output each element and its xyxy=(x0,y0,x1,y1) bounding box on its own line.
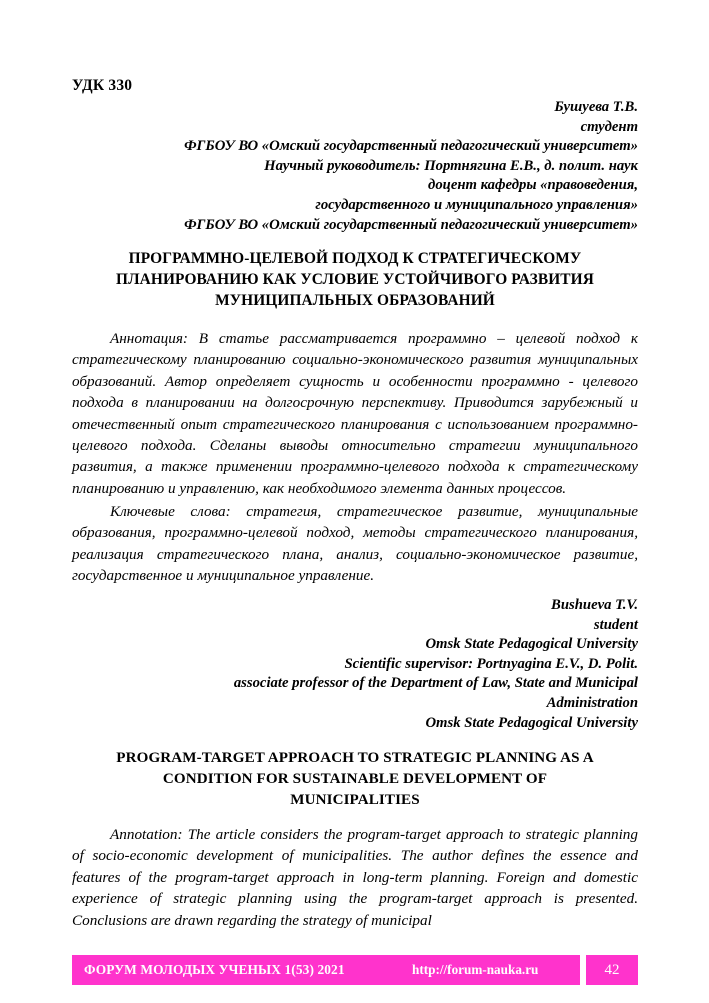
keywords-ru: Ключевые слова: стратегия, стратегическое развитие, муниципальные образования, программно-целевой подход, методы стратегического планирования, реализация стратегического плана, анализ, социально-экономическое развитие, государственное и муниципальное управление. xyxy=(72,503,638,585)
page-number: 42 xyxy=(586,955,638,985)
author-role-en: student xyxy=(593,616,638,633)
article-title-en-line-2: CONDITION FOR SUSTAINABLE DEVELOPMENT OF xyxy=(162,771,548,787)
article-title-ru xyxy=(72,248,638,311)
supervisor-role-en-1: associate professor of the Department of Law, State and Municipal xyxy=(233,675,638,692)
supervisor-name-ru: Научный руководитель: Портнягина Е.В., д. полит. наук xyxy=(264,157,638,174)
author-affiliation-en: Omsk State Pedagogical University xyxy=(425,636,638,653)
supervisor-affiliation-ru: ФГБОУ ВО «Омский государственный педагогический университет» xyxy=(184,216,638,233)
footer-url[interactable]: http://forum-nauka.ru xyxy=(412,962,539,977)
supervisor-role-ru-2: государственного и муниципального управления» xyxy=(315,196,638,213)
abstract-ru: Аннотация: В статье рассматривается программно – целевой подход к стратегическому планированию социально-экономического развития муниципальных образований. Автор определяет сущность и особенности программно - целевого подхода в планировании на долгосрочную перспективу. Приводится зарубежный и отечественный опыт стратегического планирования с использованием программно-целевого подхода. Сделаны выводы относительно стратегии муниципального развития, а также применении программно-целевого подхода к стратегическому планированию и управлению, как необходимого элемента данных процессов. xyxy=(72,330,638,497)
udk-code: УДК 330 xyxy=(72,77,133,94)
author-role-ru: студент xyxy=(580,118,638,135)
article-title-en-line-1: PROGRAM-TARGET APPROACH TO STRATEGIC PLANNING AS A xyxy=(116,750,594,766)
article-title-en-line-3: MUNICIPALITIES xyxy=(290,792,420,808)
supervisor-role-en-2: Administration xyxy=(546,694,638,711)
supervisor-role-ru-1: доцент кафедры «правоведения, xyxy=(428,177,638,194)
russian-author-block xyxy=(72,98,638,235)
author-name-ru: Бушуева Т.В. xyxy=(554,99,638,115)
page-footer xyxy=(72,955,638,985)
supervisor-name-en: Scientific supervisor: Portnyagina E.V., D. Polit. xyxy=(344,655,638,672)
abstract-en: Annotation: The article considers the program-target approach to strategic planning of socio-economic development of municipalities. The author defines the essence and features of the program-target approach in long-term planning. Foreign and domestic experience of strategic planning using the program-target approach is presented. Conclusions are drawn regarding the strategy of municipal xyxy=(72,826,638,929)
article-title-en xyxy=(72,748,638,811)
footer-banner xyxy=(72,955,580,985)
english-author-block xyxy=(72,596,638,733)
author-affiliation-ru: ФГБОУ ВО «Омский государственный педагогический университет» xyxy=(184,138,638,155)
article-title-ru-line-2: ПЛАНИРОВАНИЮ КАК УСЛОВИЕ УСТОЙЧИВОГО РАЗВИТИЯ xyxy=(116,271,594,288)
supervisor-affiliation-en: Omsk State Pedagogical University xyxy=(425,714,638,731)
article-title-ru-line-1: ПРОГРАММНО-ЦЕЛЕВОЙ ПОДХОД К СТРАТЕГИЧЕСКОМУ xyxy=(128,250,582,267)
footer-journal-title: ФОРУМ МОЛОДЫХ УЧЕНЫХ 1(53) 2021 xyxy=(84,962,345,977)
author-name-en: Bushueva T.V. xyxy=(551,597,638,613)
article-title-ru-line-3: МУНИЦИПАЛЬНЫХ ОБРАЗОВАНИЙ xyxy=(215,292,495,309)
